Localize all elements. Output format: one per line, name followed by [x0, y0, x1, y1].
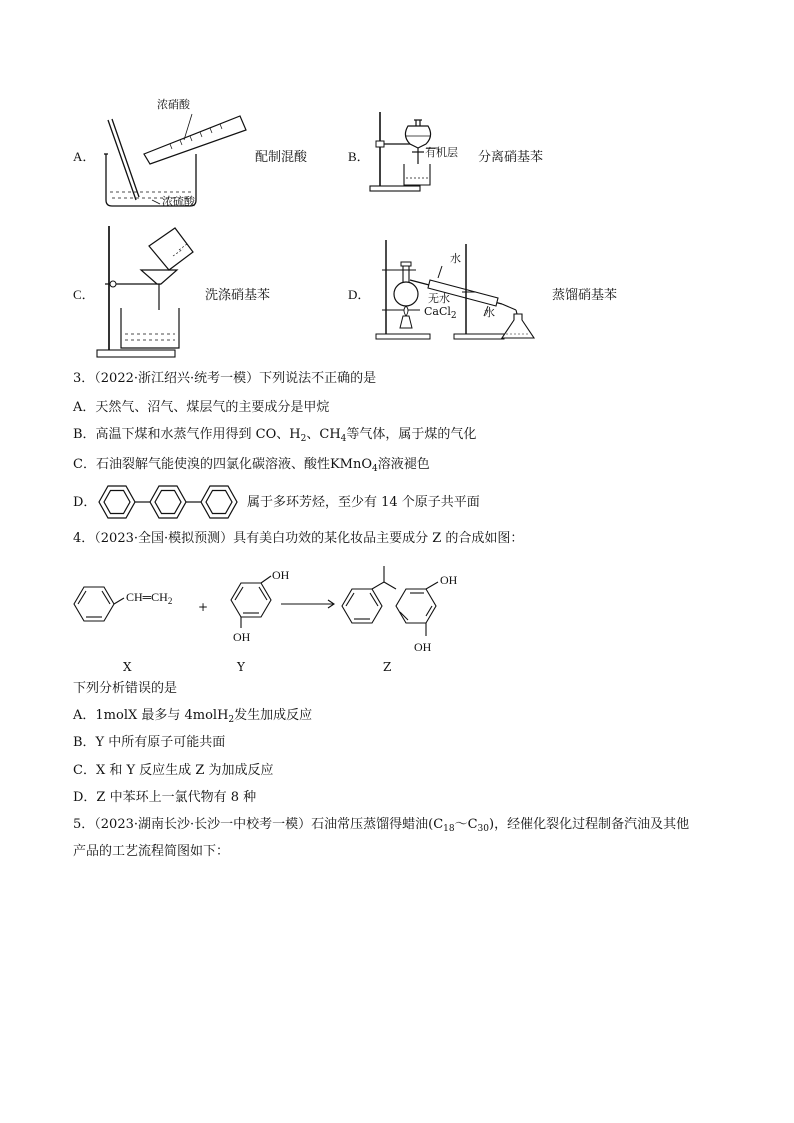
- label-z: Z: [383, 660, 392, 674]
- label-x: X: [123, 660, 132, 674]
- q5-line2: 产品的工艺流程简图如下：: [73, 844, 230, 859]
- q4-option-b: B．Y 中所有原子可能共面: [73, 735, 226, 750]
- option-b-letter: B．: [348, 149, 370, 164]
- option-d-letter: D．: [348, 287, 371, 302]
- label-water-bottom: 水: [484, 306, 495, 319]
- caption-d: 蒸馏硝基苯: [552, 288, 618, 303]
- q3-option-c: C．石油裂解气能使溴的四氯化碳溶液、酸性KMnO$_4$溶液褪色: [73, 457, 430, 474]
- vinyl-group: $CH═CH_2$: [126, 590, 173, 606]
- z-oh-bottom: OH: [414, 640, 432, 654]
- option-a-letter: A．: [73, 149, 96, 164]
- q4-prompt: 下列分析错误的是: [73, 681, 178, 696]
- option-c-letter: C．: [73, 287, 95, 302]
- label-sulfuric-acid: 浓硫酸: [162, 195, 195, 208]
- plus-sign: +: [198, 600, 209, 614]
- q4-option-c: C．X 和 Y 反应生成 Z 为加成反应: [73, 763, 274, 778]
- caption-c: 洗涤硝基苯: [205, 288, 271, 303]
- q4-option-d: D．Z 中苯环上一氯代物有 8 种: [73, 790, 257, 805]
- apparatus-c-diagram: [95, 222, 205, 362]
- apparatus-b-diagram: [368, 108, 478, 194]
- terphenyl-structure: [95, 482, 245, 522]
- label-organic-layer: 有机层: [425, 146, 458, 159]
- label-cacl2: CaCl$_2$: [424, 305, 457, 321]
- q4-stem: 4．（2023·全国·模拟预测）具有美白功效的某化妆品主要成分 Z 的合成如图：: [73, 531, 524, 546]
- q3-option-a: A．天然气、沼气、煤层气的主要成分是甲烷: [73, 400, 330, 415]
- label-anhydrous: 无水: [428, 292, 450, 305]
- z-oh-top: OH: [440, 573, 458, 587]
- label-water-in-top: 水: [450, 252, 461, 265]
- q3-option-b: B．高温下煤和水蒸气作用得到 CO、$H_2$、$CH_4$等气体，属于煤的气化: [73, 427, 477, 444]
- q3-option-d-text: 属于多环芳烃，至少有 14 个原子共平面: [247, 495, 480, 510]
- label-nitric-acid: 浓硝酸: [157, 98, 190, 111]
- caption-a: 配制混酸: [255, 150, 308, 165]
- label-y: Y: [237, 660, 245, 674]
- q4-option-a: A．1molX 最多与 4molH$_2$发生加成反应: [73, 708, 313, 725]
- q5-line1: 5．（2023·湖南长沙·长沙一中校考一模）石油常压蒸馏得蜡油$(C_{18}\sim C_{30})$，经催化裂化过程制备汽油及其他: [73, 817, 690, 834]
- q3-option-d-letter: D．: [73, 495, 97, 510]
- caption-b: 分离硝基苯: [478, 150, 544, 165]
- q3-stem: 3．（2022·浙江绍兴·统考一模）下列说法不正确的是: [73, 371, 377, 386]
- y-oh-top: OH: [272, 568, 290, 582]
- y-oh-bottom: OH: [233, 630, 251, 644]
